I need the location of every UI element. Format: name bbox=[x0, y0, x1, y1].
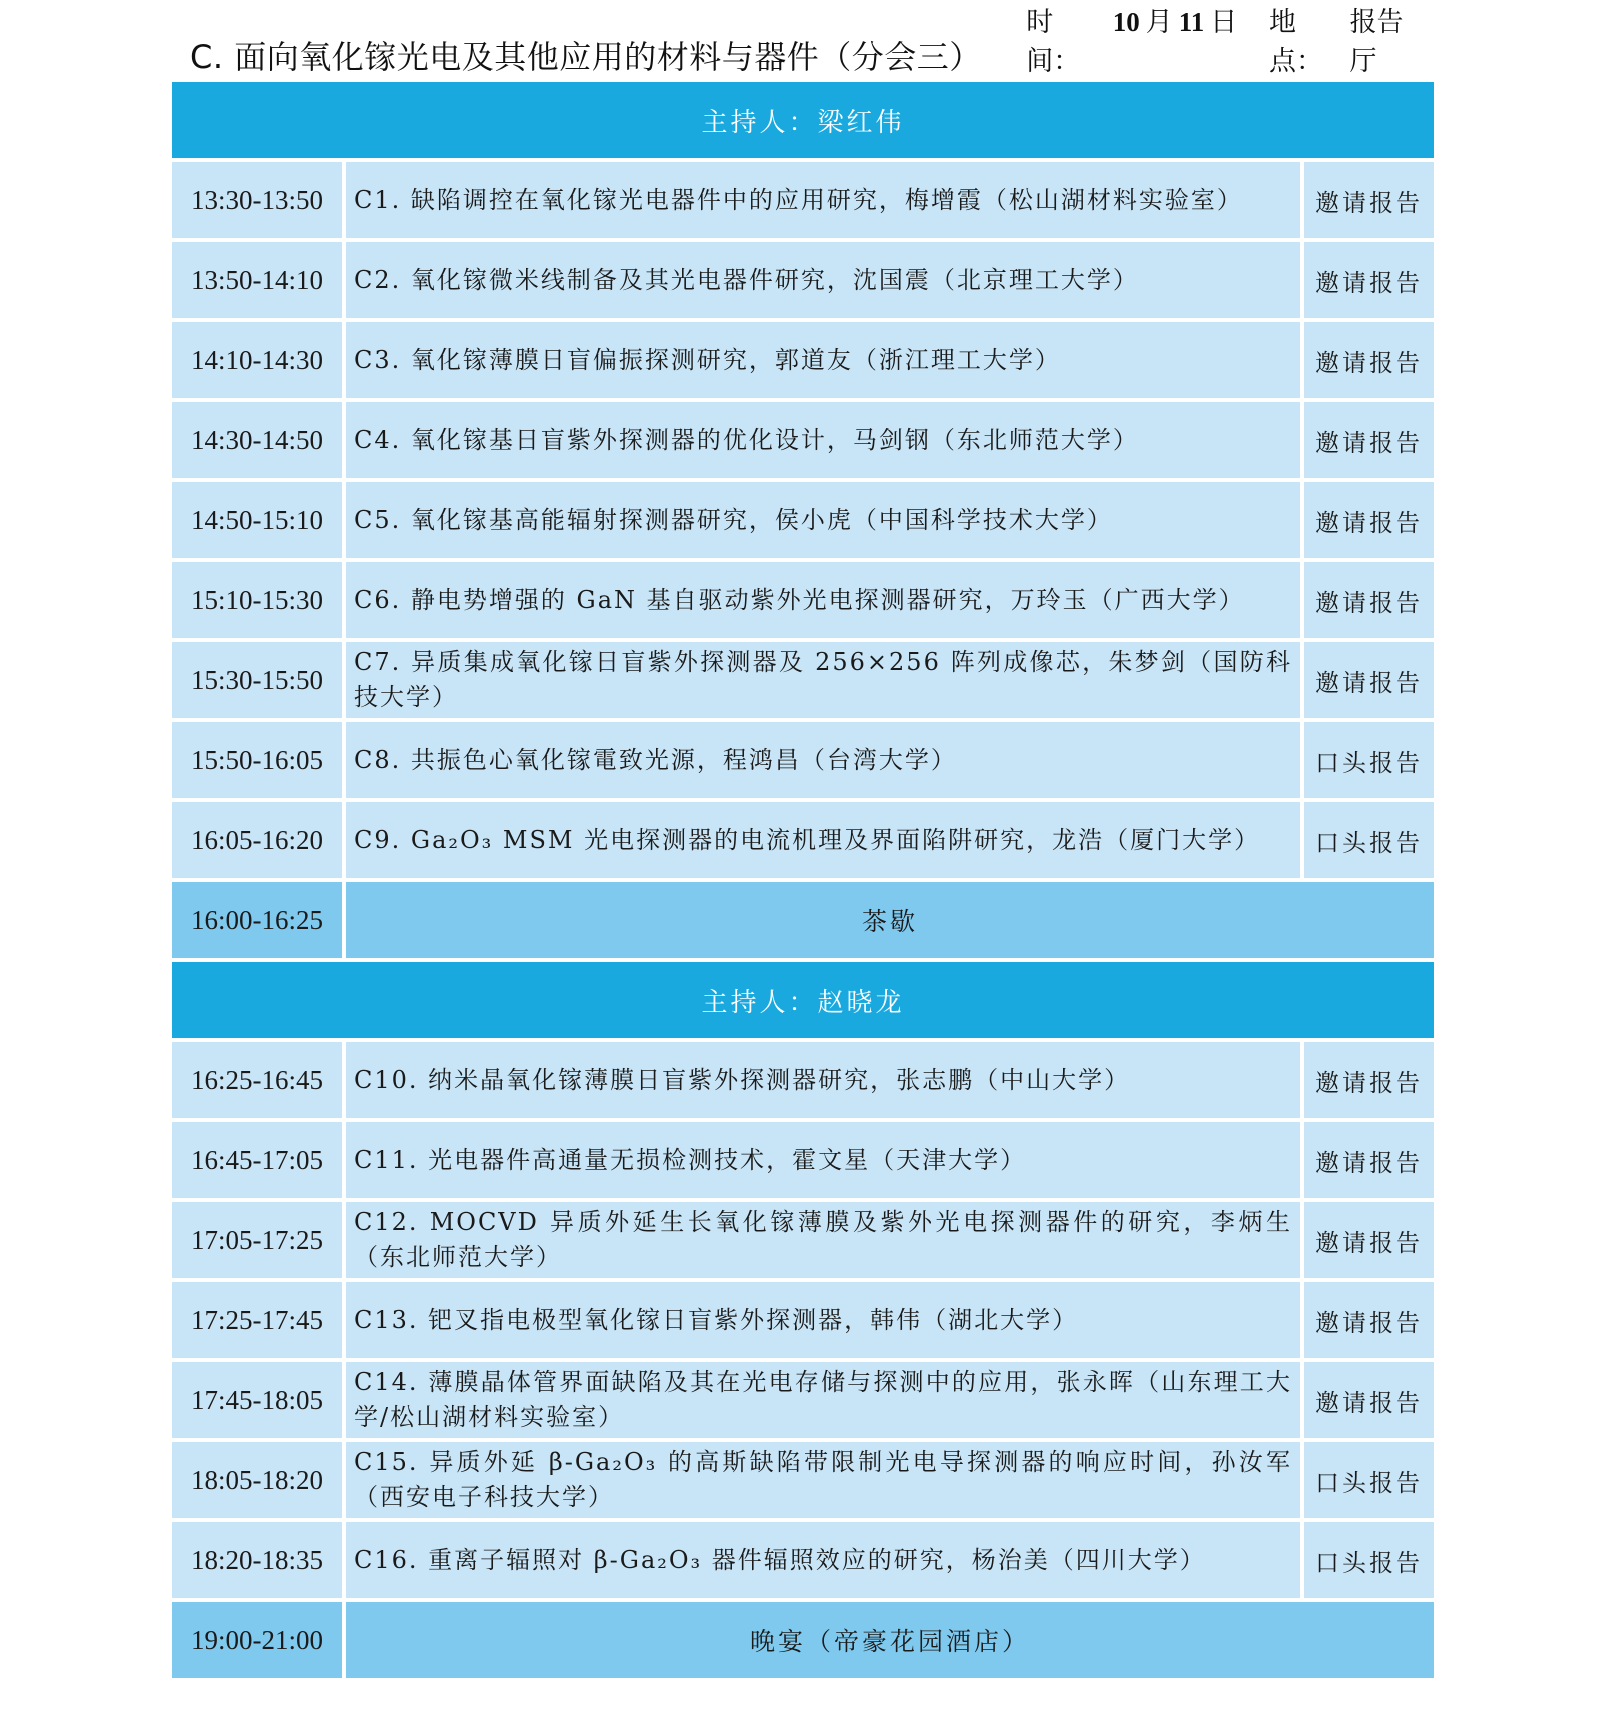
break-label: 茶歇 bbox=[346, 882, 1434, 958]
talk-row bbox=[172, 322, 1434, 398]
talk-time: 15:30-15:50 bbox=[172, 642, 342, 718]
talk-type: 口头报告 bbox=[1304, 1522, 1434, 1598]
talk-time: 15:50-16:05 bbox=[172, 722, 342, 798]
break-time: 16:00-16:25 bbox=[172, 882, 342, 958]
talk-time: 17:05-17:25 bbox=[172, 1202, 342, 1278]
talk-row bbox=[172, 482, 1434, 558]
talk-type: 口头报告 bbox=[1304, 722, 1434, 798]
talk-row bbox=[172, 642, 1434, 718]
dinner-row bbox=[172, 1602, 1434, 1678]
talk-title: C1. 缺陷调控在氧化镓光电器件中的应用研究，梅增霞（松山湖材料实验室） bbox=[346, 162, 1300, 238]
talk-row bbox=[172, 1442, 1434, 1518]
day-unit: 日 bbox=[1210, 7, 1238, 38]
talk-title: C9. Ga₂O₃ MSM 光电探测器的电流机理及界面陷阱研究，龙浩（厦门大学） bbox=[346, 802, 1300, 878]
talk-row bbox=[172, 722, 1434, 798]
talk-time: 14:10-14:30 bbox=[172, 322, 342, 398]
day-number: 11 bbox=[1178, 7, 1205, 37]
talk-title: C12. MOCVD 异质外延生长氧化镓薄膜及紫外光电探测器件的研究，李炳生（东北师范大学） bbox=[346, 1202, 1300, 1278]
schedule-block bbox=[172, 162, 1434, 878]
talk-title: C13. 钯叉指电极型氧化镓日盲紫外探测器，韩伟（湖北大学） bbox=[346, 1282, 1300, 1358]
talk-type: 邀请报告 bbox=[1304, 482, 1434, 558]
dinner-label: 晚宴（帝豪花园酒店） bbox=[346, 1602, 1434, 1678]
talk-type: 邀请报告 bbox=[1304, 642, 1434, 718]
talk-row bbox=[172, 402, 1434, 478]
talk-row bbox=[172, 562, 1434, 638]
talk-type: 邀请报告 bbox=[1304, 162, 1434, 238]
talk-row bbox=[172, 802, 1434, 878]
talk-type: 口头报告 bbox=[1304, 802, 1434, 878]
talk-row bbox=[172, 1042, 1434, 1118]
talk-row bbox=[172, 1522, 1434, 1598]
talk-title: C4. 氧化镓基日盲紫外探测器的优化设计，马剑钢（东北师范大学） bbox=[346, 402, 1300, 478]
schedule-table bbox=[172, 82, 1434, 1682]
talk-type: 邀请报告 bbox=[1304, 1202, 1434, 1278]
talk-time: 14:50-15:10 bbox=[172, 482, 342, 558]
talk-type: 邀请报告 bbox=[1304, 1122, 1434, 1198]
talk-type: 邀请报告 bbox=[1304, 562, 1434, 638]
talk-time: 15:10-15:30 bbox=[172, 562, 342, 638]
talk-row bbox=[172, 242, 1434, 318]
talk-title: C15. 异质外延 β-Ga₂O₃ 的高斯缺陷带限制光电导探测器的响应时间，孙汝军（西安电子科技大学） bbox=[346, 1442, 1300, 1518]
time-label: 时间： bbox=[1026, 7, 1081, 77]
talk-type: 邀请报告 bbox=[1304, 1282, 1434, 1358]
month-unit: 月 bbox=[1145, 7, 1173, 38]
session-header bbox=[190, 7, 1430, 78]
month-number: 10 bbox=[1112, 7, 1140, 37]
talk-row bbox=[172, 1282, 1434, 1358]
talk-title: C8. 共振色心氧化镓電致光源，程鸿昌（台湾大学） bbox=[346, 722, 1300, 798]
talk-title: C14. 薄膜晶体管界面缺陷及其在光电存储与探测中的应用，张永晖（山东理工大学/松山湖材料实验室） bbox=[346, 1362, 1300, 1438]
talk-time: 14:30-14:50 bbox=[172, 402, 342, 478]
schedule-block bbox=[172, 1042, 1434, 1598]
talk-time: 18:05-18:20 bbox=[172, 1442, 342, 1518]
location-value: 报告厅 bbox=[1349, 7, 1404, 77]
talk-row bbox=[172, 1362, 1434, 1438]
talk-title: C10. 纳米晶氧化镓薄膜日盲紫外探测器研究，张志鹏（中山大学） bbox=[346, 1042, 1300, 1118]
talk-row bbox=[172, 162, 1434, 238]
talk-type: 邀请报告 bbox=[1304, 1362, 1434, 1438]
talk-type: 口头报告 bbox=[1304, 1442, 1434, 1518]
talk-time: 16:25-16:45 bbox=[172, 1042, 342, 1118]
talk-title: C7. 异质集成氧化镓日盲紫外探测器及 256×256 阵列成像芯，朱梦剑（国防科技大学） bbox=[346, 642, 1300, 718]
talk-time: 16:05-16:20 bbox=[172, 802, 342, 878]
host-row: 主持人：梁红伟 bbox=[172, 82, 1434, 158]
talk-time: 13:50-14:10 bbox=[172, 242, 342, 318]
session-title: C. 面向氧化镓光电及其他应用的材料与器件（分会三） bbox=[190, 38, 982, 76]
talk-time: 16:45-17:05 bbox=[172, 1122, 342, 1198]
break-row bbox=[172, 882, 1434, 958]
host-row: 主持人：赵晓龙 bbox=[172, 962, 1434, 1038]
talk-time: 18:20-18:35 bbox=[172, 1522, 342, 1598]
talk-time: 17:45-18:05 bbox=[172, 1362, 342, 1438]
talk-title: C6. 静电势增强的 GaN 基自驱动紫外光电探测器研究，万玲玉（广西大学） bbox=[346, 562, 1300, 638]
talk-type: 邀请报告 bbox=[1304, 1042, 1434, 1118]
talk-row bbox=[172, 1122, 1434, 1198]
talk-time: 17:25-17:45 bbox=[172, 1282, 342, 1358]
talk-title: C11. 光电器件高通量无损检测技术，霍文星（天津大学） bbox=[346, 1122, 1300, 1198]
talk-title: C3. 氧化镓薄膜日盲偏振探测研究，郭道友（浙江理工大学） bbox=[346, 322, 1300, 398]
talk-title: C16. 重离子辐照对 β-Ga₂O₃ 器件辐照效应的研究，杨治美（四川大学） bbox=[346, 1522, 1300, 1598]
talk-type: 邀请报告 bbox=[1304, 402, 1434, 478]
talk-title: C2. 氧化镓微米线制备及其光电器件研究，沈国震（北京理工大学） bbox=[346, 242, 1300, 318]
dinner-time: 19:00-21:00 bbox=[172, 1602, 342, 1678]
location-label: 地点： bbox=[1269, 7, 1324, 77]
talk-row bbox=[172, 1202, 1434, 1278]
talk-type: 邀请报告 bbox=[1304, 242, 1434, 318]
talk-time: 13:30-13:50 bbox=[172, 162, 342, 238]
talk-type: 邀请报告 bbox=[1304, 322, 1434, 398]
session-meta bbox=[1026, 0, 1430, 78]
talk-title: C5. 氧化镓基高能辐射探测器研究，侯小虎（中国科学技术大学） bbox=[346, 482, 1300, 558]
